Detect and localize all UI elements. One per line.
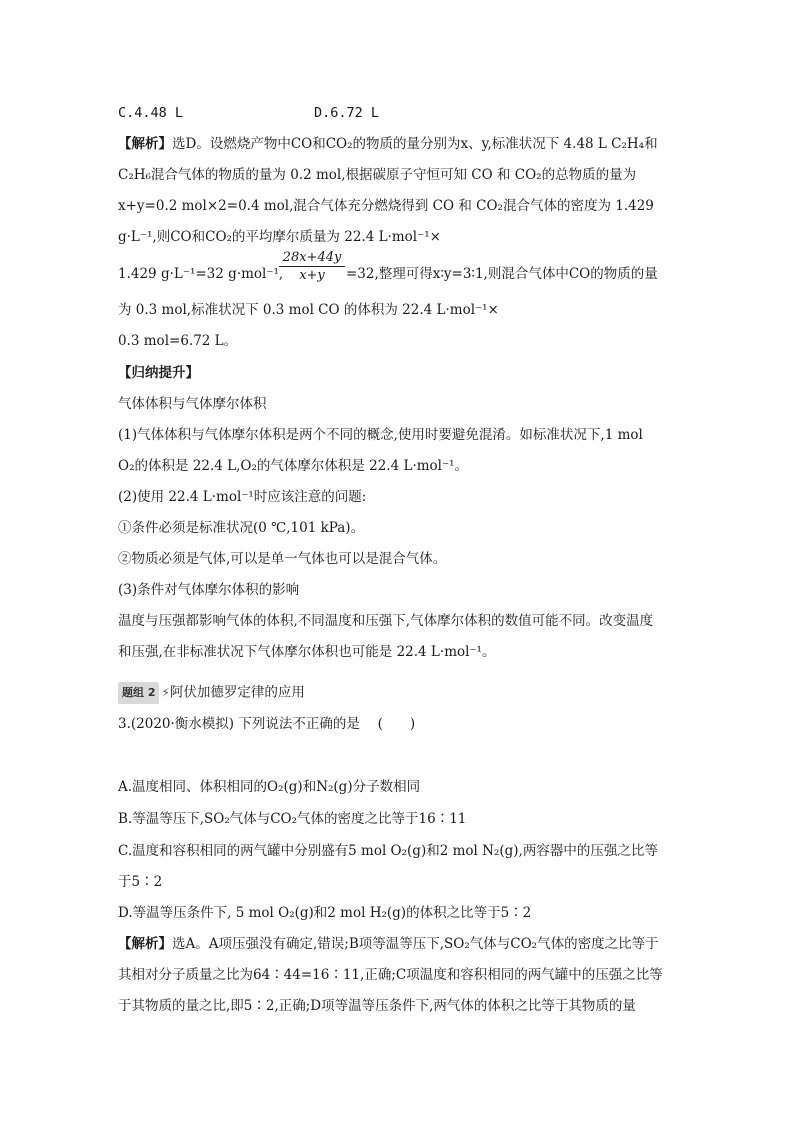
analysis-line-6: 为 0.3 mol,标准状况下 0.3 mol CO 的体积为 22.4 L·mol⁻¹×	[118, 302, 499, 318]
analysis-line-5b: =32,整理可得x∶y=3∶1,则混合气体中CO的物质的量	[346, 266, 658, 282]
analysis2-line-1	[118, 934, 659, 954]
analysis-line-3: x+y=0.2 mol×2=0.4 mol,混合气体充分燃烧得到 CO 和 CO₂混合气体的密度为 1.429	[118, 198, 654, 214]
group-header	[118, 682, 305, 704]
analysis2-tag: 【解析】	[118, 936, 172, 952]
summary-p3a: 温度与压强都影响气体的体积,不同温度和压强下,气体摩尔体积的数值可能不同。改变温度	[118, 613, 654, 629]
analysis2-text: 选A。A项压强没有确定,错误;B项等温等压下,SO₂气体与CO₂气体的密度之比等于	[172, 936, 659, 952]
analysis-line-4: g·L⁻¹,则CO和CO₂的平均摩尔质量为 22.4 L·mol⁻¹×	[118, 229, 441, 245]
question-option-b: B.等温等压下,SO₂气体与CO₂气体的密度之比等于16∶11	[118, 811, 467, 827]
option-c: C.4.48 L	[118, 105, 184, 121]
summary-tag: 【归纳提升】	[118, 365, 199, 381]
summary-p3: (3)条件对气体摩尔体积的影响	[118, 582, 300, 598]
question-option-a: A.温度相同、体积相同的O₂(g)和N₂(g)分子数相同	[118, 779, 421, 795]
group-title: 阿伏加德罗定律的应用	[169, 684, 305, 701]
analysis-tag: 【解析】	[118, 136, 172, 152]
analysis-line-5a: 1.429 g·L⁻¹=32 g·mol⁻¹,	[118, 266, 284, 282]
summary-p3b: 和压强,在非标准状况下气体摩尔体积也可能是 22.4 L·mol⁻¹。	[118, 644, 496, 660]
analysis-text: 选D。设燃烧产物中CO和CO₂的物质的量分别为x、y,标准状况下 4.48 L C₂H₄和	[172, 136, 658, 152]
analysis-line-7: 0.3 mol=6.72 L。	[118, 333, 238, 349]
fraction	[279, 250, 345, 283]
fraction-numerator: 28x+44y	[279, 250, 345, 267]
summary-p2b: ②物质必须是气体,可以是单一气体也可以是混合气体。	[118, 551, 447, 567]
summary-p1a: (1)气体体积与气体摩尔体积是两个不同的概念,使用时要避免混淆。如标准状况下,1 mol	[118, 427, 643, 443]
group-badge: 题组 2	[118, 682, 159, 704]
summary-p1b: O₂的体积是 22.4 L,O₂的气体摩尔体积是 22.4 L·mol⁻¹。	[118, 458, 469, 474]
analysis-line-1	[118, 134, 658, 154]
lightning-icon: ⚡	[161, 685, 170, 700]
analysis2-line-3: 于其物质的量之比,即5∶2,正确;D项等温等压条件下,两气体的体积之比等于其物质的量	[118, 998, 636, 1014]
summary-p2: (2)使用 22.4 L·mol⁻¹时应该注意的问题:	[118, 489, 367, 505]
question-option-c-2: 于5∶2	[118, 874, 163, 890]
analysis-line-2: C₂H₆混合气体的物质的量为 0.2 mol,根据碳原子守恒可知 CO 和 CO₂的总物质的量为	[118, 167, 637, 183]
summary-title: 气体体积与气体摩尔体积	[118, 396, 267, 412]
summary-p2a: ①条件必须是标准状况(0 ℃,101 kPa)。	[118, 520, 365, 536]
option-d: D.6.72 L	[314, 105, 380, 121]
question-stem: 3.(2020·衡水模拟) 下列说法不正确的是 ( )	[118, 716, 416, 732]
question-option-c-1: C.温度和容积相同的两气罐中分别盛有5 mol O₂(g)和2 mol N₂(g),两容器中的压强之比等	[118, 843, 658, 859]
fraction-denominator: x+y	[299, 268, 325, 283]
analysis2-line-2: 其相对分子质量之比为64∶44=16∶11,正确;C项温度和容积相同的两气罐中的压强之比等	[118, 967, 663, 983]
question-option-d: D.等温等压条件下, 5 mol O₂(g)和2 mol H₂(g)的体积之比等于5∶2	[118, 905, 532, 921]
